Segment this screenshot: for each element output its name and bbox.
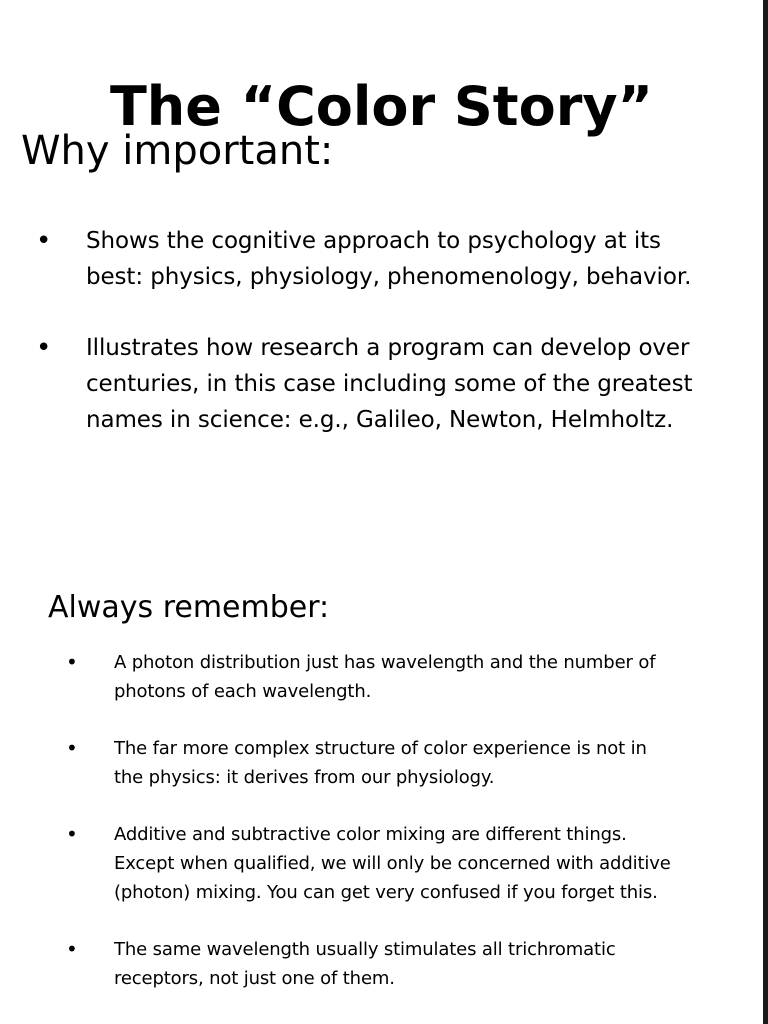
bullet-icon: • [66, 822, 78, 846]
list-item-text [99, 648, 746, 706]
list-item-text [99, 734, 746, 792]
list-item-text [99, 820, 746, 907]
list-item [36, 330, 761, 438]
text-line: receptors, not just one of them. [114, 968, 395, 989]
text-line: A photon distribution just has wavelength and the number of [114, 652, 656, 673]
always-remember-list [66, 648, 746, 1021]
bullet-icon: • [36, 226, 52, 256]
text-line: Illustrates how research a program can develop over [86, 335, 690, 361]
text-line: The same wavelength usually stimulates all trichromatic [114, 939, 616, 960]
section-heading-why-important: Why important: [21, 128, 334, 174]
text-line: the physics: it derives from our physiology. [114, 767, 495, 788]
why-important-list [36, 223, 761, 473]
list-item [66, 648, 746, 706]
list-item [66, 734, 746, 792]
slide-title: The “Color Story” [109, 75, 654, 139]
text-line: Except when qualified, we will only be concerned with additive [114, 853, 671, 874]
text-line: photons of each wavelength. [114, 681, 372, 702]
bullet-icon: • [66, 937, 78, 961]
slide-right-border [763, 0, 768, 1024]
text-line: Shows the cognitive approach to psychology at its [86, 228, 661, 254]
text-line: (photon) mixing. You can get very confused if you forget this. [114, 882, 658, 903]
list-item-text [70, 330, 761, 438]
text-line: best: physics, physiology, phenomenology, behavior. [86, 264, 692, 290]
bullet-icon: • [36, 333, 52, 363]
list-item [66, 820, 746, 907]
bullet-icon: • [66, 736, 78, 760]
text-line: The far more complex structure of color experience is not in [114, 738, 647, 759]
text-line: names in science: e.g., Galileo, Newton, Helmholtz. [86, 407, 674, 433]
list-item [36, 223, 761, 295]
list-item-text [70, 223, 761, 295]
bullet-icon: • [66, 650, 78, 674]
list-item-text [99, 935, 746, 993]
text-line: Additive and subtractive color mixing are different things. [114, 824, 627, 845]
section-heading-always-remember: Always remember: [48, 590, 330, 625]
list-item [66, 935, 746, 993]
text-line: centuries, in this case including some of the greatest [86, 371, 693, 397]
